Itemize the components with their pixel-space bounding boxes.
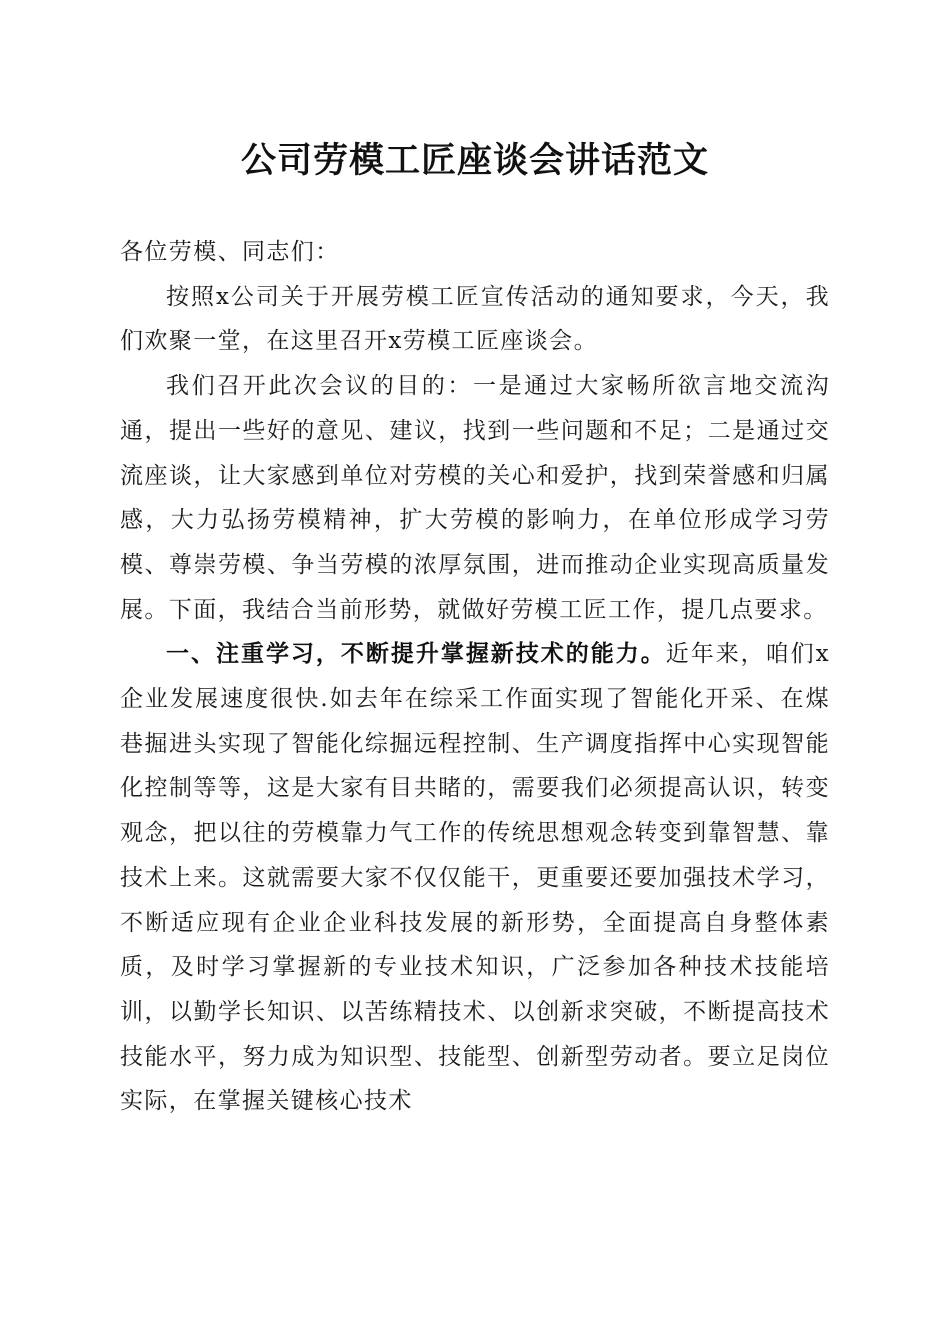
- paragraph-opening-text: 按照x公司关于开展劳模工匠宣传活动的通知要求，今天，我们欢聚一堂，在这里召开x劳模工匠座谈会。: [120, 283, 830, 355]
- paragraph-purpose-text: 我们召开此次会议的目的：一是通过大家畅所欲言地交流沟通，提出一些好的意见、建议，找到一些问题和不足；二是通过交流座谈，让大家感到单位对劳模的关心和爱护，找到荣誉感和归属感，大力弘扬劳模精神，扩大劳模的影响力，在单位形成学习劳模、尊崇劳模、争当劳模的浓厚氛围，进而推动企业实现高质量发展。下面，我结合当前形势，就做好劳模工匠工作，提几点要求。: [120, 373, 830, 623]
- paragraph-opening: [120, 275, 830, 364]
- salutation: 各位劳模、同志们：: [120, 239, 340, 265]
- document-title: 公司劳模工匠座谈会讲话范文: [240, 140, 709, 181]
- paragraph-purpose: [120, 364, 830, 632]
- section-one-heading: 一、注重学习，不断提升掌握新技术的能力。: [166, 641, 666, 668]
- section-one-text: 近年来，咱们x企业发展速度很快.如去年在综采工作面实现了智能化开采、在煤巷掘进头实现了智能化综掘远程控制、生产调度指挥中心实现智能化控制等等，这是大家有目共睹的，需要我们必须提高认识，转变观念，把以往的劳模靠力气工作的传统思想观念转变到靠智慧、靠技术上来。这就需要大家不仅仅能干，更重要还要加强技术学习，不断适应现有企业企业科技发展的新形势，全面提高自身整体素质，及时学习掌握新的专业技术知识，广泛参加各种技术技能培训，以勤学长知识、以苦练精技术、以创新求突破，不断提高技术技能水平，努力成为知识型、技能型、创新型劳动者。要立足岗位实际，在掌握关键核心技术: [120, 641, 831, 1115]
- document-body: [120, 230, 830, 1124]
- paragraph-section-one: [120, 632, 830, 1124]
